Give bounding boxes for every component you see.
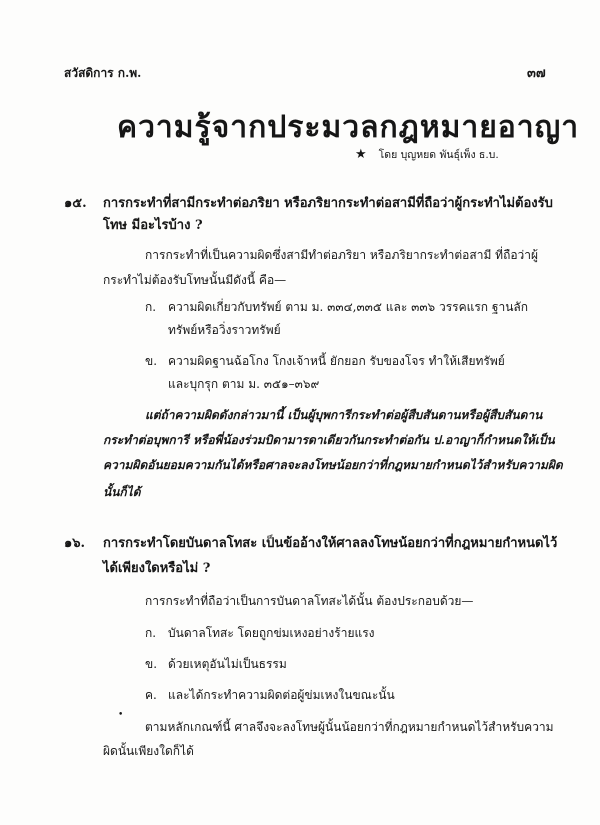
question-line: การกระทำโดยบันดาลโทสะ เป็นข้ออ้างให้ศาลลงโทษน้อยกว่าที่กฎหมายกำหนดไว้ (103, 536, 558, 551)
star-icon: ★ (355, 147, 367, 162)
question-line: โทษ มีอะไรบ้าง ? (103, 218, 203, 233)
answer-intro-line: การกระทำที่เป็นความผิดซึ่งสามีทำต่อภริยา หรือภริยากระทำต่อสามี ที่ถือว่าผู้ (145, 248, 539, 262)
answer-note-line: ความผิดอันยอมความกันได้หรือศาลจะลงโทษน้อยกว่าที่กฎหมายกำหนดไว้สำหรับความผิด (103, 458, 563, 472)
answer-intro-line: การกระทำที่ถือว่าเป็นการบันดาลโทสะได้นั้น ต้องประกอบด้วย— (145, 594, 474, 608)
answer-note-line: แต่ถ้าความผิดดังกล่าวมานี้ เป็นผู้บุพการีกระทำต่อผู้สืบสันดานหรือผู้สืบสันดาน (145, 408, 543, 422)
list-marker: ก. (145, 626, 157, 640)
list-item-line: และได้กระทำความผิดต่อผู้ข่มเหงในขณะนั้น (168, 688, 395, 702)
list-item-line: ด้วยเหตุอันไม่เป็นธรรม (168, 657, 287, 671)
ink-dot: • (118, 710, 124, 720)
answer-note-line: นั้นก็ได้ (103, 485, 141, 499)
running-header: สวัสดิการ ก.พ. (64, 66, 142, 80)
list-marker: ค. (145, 688, 157, 702)
list-item-line: บันดาลโทสะ โดยถูกข่มเหงอย่างร้ายแรง (168, 626, 375, 640)
list-item-line: ความผิดเกี่ยวกับทรัพย์ ตาม ม. ๓๓๔,๓๓๕ และ ๓๓๖ วรรคแรก ฐานลัก (168, 300, 529, 314)
answer-intro-line: กระทำไม่ต้องรับโทษนั้นมีดังนี้ คือ— (103, 273, 287, 287)
question-number: ๑๖. (64, 536, 86, 551)
page-number: ๓๗ (527, 66, 546, 81)
author-byline (355, 146, 499, 163)
question-line: การกระทำที่สามีกระทำต่อภริยา หรือภริยากระทำต่อสามีที่ถือว่าผู้กระทำไม่ต้องรับ (103, 196, 553, 211)
answer-note-line: ตามหลักเกณฑ์นี้ ศาลจึงจะลงโทษผู้นั้นน้อยกว่าที่กฎหมายกำหนดไว้สำหรับความ (145, 720, 554, 734)
answer-note-line: กระทำต่อบุพการี หรือพี่น้องร่วมบิดามารดาเดียวกันกระทำต่อกัน ป.อาญาก็กำหนดให้เป็น (103, 433, 555, 447)
question-line: ได้เพียงใดหรือไม่ ? (103, 561, 211, 576)
author-name: โดย บุญหยด พันธุ์เพ็ง ธ.บ. (378, 149, 499, 161)
list-item-line: ความผิดฐานฉ้อโกง โกงเจ้าหนี้ ยักยอก รับของโจร ทำให้เสียทรัพย์ (168, 354, 505, 368)
list-marker: ข. (145, 354, 158, 368)
list-marker: ข. (145, 657, 158, 671)
list-marker: ก. (145, 300, 157, 314)
question-number: ๑๕. (64, 196, 87, 211)
list-item-line: และบุกรุก ตาม ม. ๓๕๑–๓๖๙ (168, 377, 320, 391)
list-item-line: ทรัพย์หรือวิ่งราวทรัพย์ (168, 323, 281, 337)
answer-note-line: ผิดนั้นเพียงใดก็ได้ (103, 744, 194, 758)
article-title: ความรู้จากประมวลกฎหมายอาญา (117, 110, 580, 145)
